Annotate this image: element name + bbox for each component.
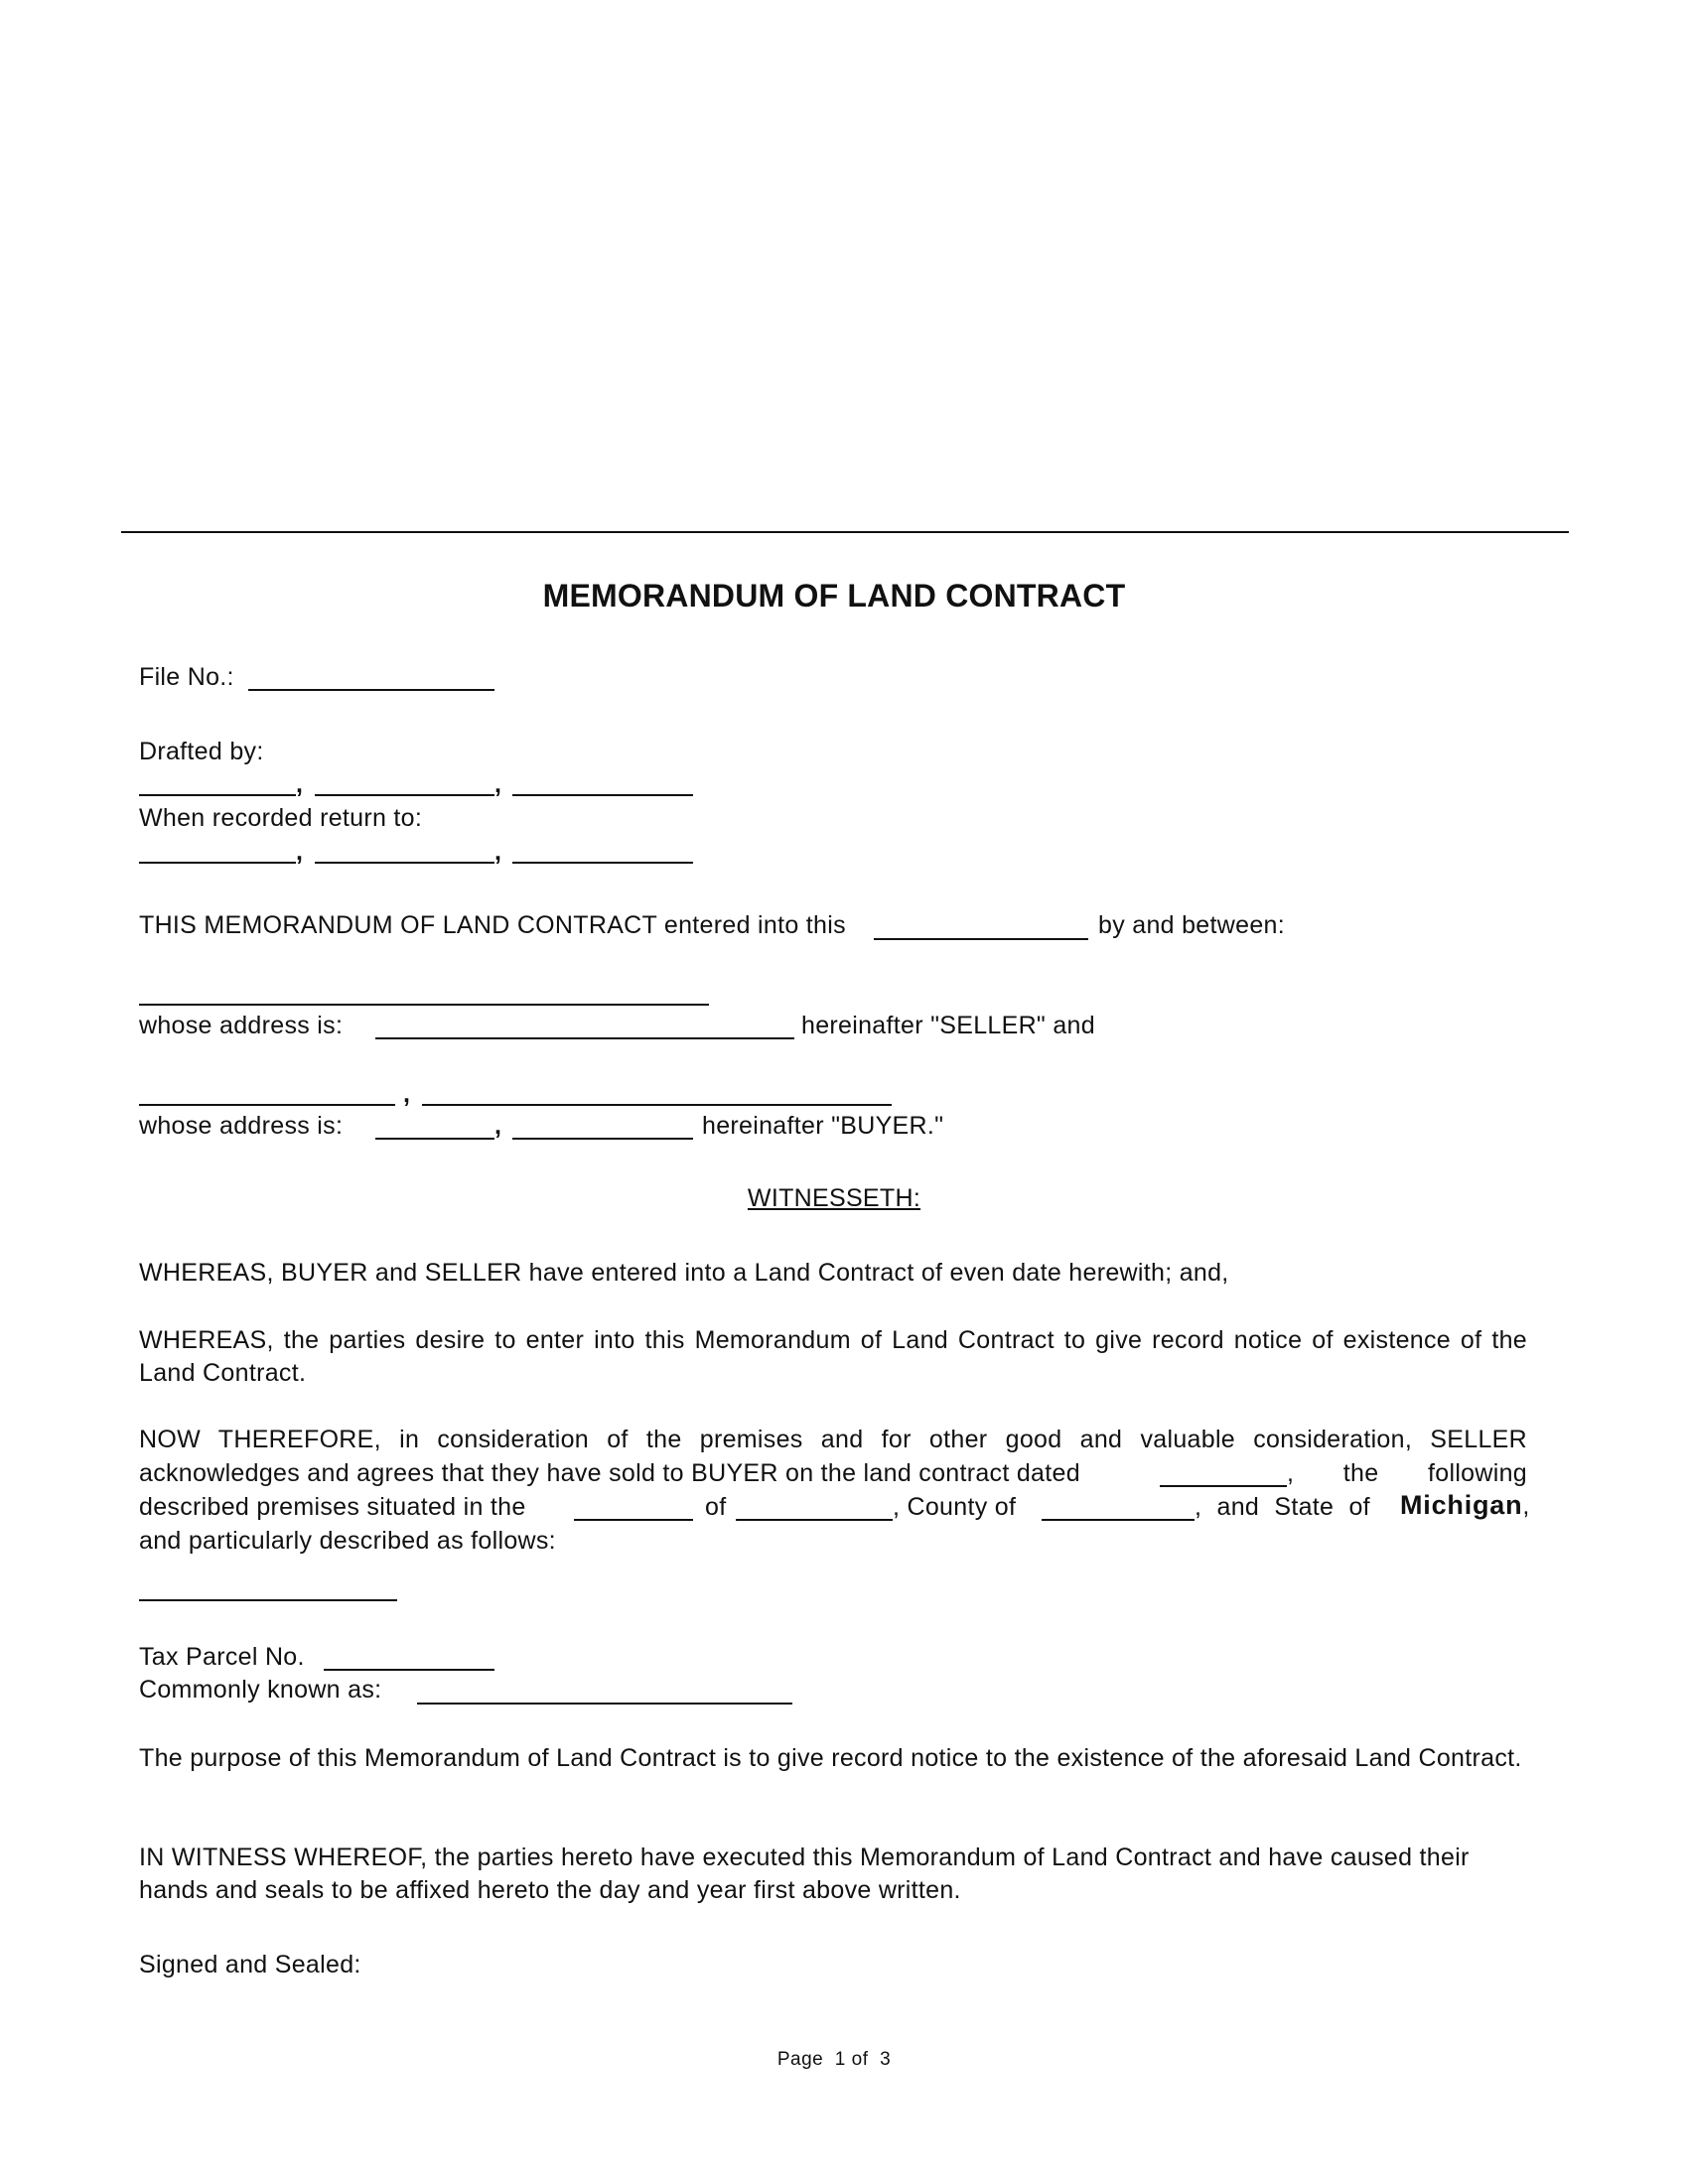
tax-parcel-field[interactable] xyxy=(324,1669,494,1671)
seller-address-field[interactable] xyxy=(375,1037,794,1039)
buyer-address-field[interactable] xyxy=(375,1138,494,1140)
drafted-by-name-field[interactable] xyxy=(139,794,296,796)
now-therefore-of: of xyxy=(705,1493,727,1521)
seller-name-field[interactable] xyxy=(139,1004,693,1006)
file-no-field[interactable] xyxy=(248,689,494,691)
return-to-address-field[interactable] xyxy=(315,862,494,864)
intro-before: THIS MEMORANDUM OF LAND CONTRACT entered into this xyxy=(139,911,846,939)
witnesseth-heading: WITNESSETH: xyxy=(747,1184,921,1212)
drafted-by-label: Drafted by: xyxy=(139,738,264,765)
now-therefore-county: , County of xyxy=(893,1493,1017,1521)
buyer-name-2-field[interactable] xyxy=(422,1104,892,1106)
purpose-paragraph: The purpose of this Memorandum of Land Contract is to give record notice to the existence of the aforesaid Land Contract. xyxy=(139,1744,1522,1772)
municipality-type-field[interactable] xyxy=(574,1519,693,1521)
buyer-address-label: whose address is: xyxy=(139,1112,344,1140)
now-therefore-line-1: NOW THEREFORE, in consideration of the premises and for other good and valuable consideration, SELLER xyxy=(139,1426,1527,1453)
footer-page-label: Page xyxy=(776,2049,824,2070)
top-rule xyxy=(121,531,1569,533)
seller-suffix: hereinafter "SELLER" and xyxy=(801,1012,1095,1039)
page-footer xyxy=(0,2049,1668,2071)
now-therefore-line-2b xyxy=(1287,1457,1527,1490)
legal-description-field[interactable] xyxy=(139,1599,397,1601)
now-therefore-line-2b-text: , the following xyxy=(1287,1459,1527,1487)
footer-page-number: 1 xyxy=(834,2049,846,2070)
buyer-name-field[interactable] xyxy=(139,1104,395,1106)
file-no-row xyxy=(139,661,234,694)
contract-date-field[interactable] xyxy=(874,938,1088,940)
seller-name-tail xyxy=(693,1004,709,1006)
drafted-by-comma-2: , xyxy=(494,770,502,798)
intro-after: by and between: xyxy=(1098,911,1285,939)
municipality-name-field[interactable] xyxy=(736,1519,893,1521)
whereas-clause-2: WHEREAS, the parties desire to enter into this Memorandum of Land Contract to give record notice of existence of the Land Contract. xyxy=(139,1326,1527,1387)
seller-address-label: whose address is: xyxy=(139,1012,344,1039)
now-therefore-state: , and State of xyxy=(1195,1493,1370,1521)
commonly-known-field[interactable] xyxy=(417,1703,792,1705)
buyer-comma-2: , xyxy=(494,1112,502,1140)
land-contract-date-field[interactable] xyxy=(1160,1485,1287,1487)
drafted-by-address-field[interactable] xyxy=(315,794,494,796)
state-name xyxy=(1400,1489,1530,1523)
drafted-by-city-field[interactable] xyxy=(512,794,693,796)
return-to-comma-2: , xyxy=(494,838,502,866)
tax-parcel-label: Tax Parcel No. xyxy=(139,1643,305,1671)
buyer-suffix: hereinafter "BUYER." xyxy=(702,1112,944,1140)
state-name-text: Michigan xyxy=(1400,1490,1523,1520)
footer-of-label: of xyxy=(851,2049,869,2070)
now-therefore-line-2a: acknowledges and agrees that they have sold to BUYER on the land contract dated xyxy=(139,1459,1080,1487)
page-title: MEMORANDUM OF LAND CONTRACT xyxy=(542,578,1126,614)
return-to-name-field[interactable] xyxy=(139,862,296,864)
buyer-city-field[interactable] xyxy=(512,1138,693,1140)
county-field[interactable] xyxy=(1042,1519,1195,1521)
file-no-label: File No.: xyxy=(139,663,234,691)
footer-page-total: 3 xyxy=(880,2049,892,2070)
whereas-clause-1: WHEREAS, BUYER and SELLER have entered into a Land Contract of even date herewith; and, xyxy=(139,1259,1229,1287)
signed-sealed-label: Signed and Sealed: xyxy=(139,1951,361,1979)
drafted-by-comma-1: , xyxy=(296,770,304,798)
state-comma: , xyxy=(1522,1492,1530,1520)
return-to-comma-1: , xyxy=(296,838,304,866)
return-to-city-field[interactable] xyxy=(512,862,693,864)
now-therefore-line-3a: described premises situated in the xyxy=(139,1493,526,1521)
when-recorded-label: When recorded return to: xyxy=(139,804,423,832)
commonly-known-label: Commonly known as: xyxy=(139,1676,382,1704)
witness-whereof-paragraph: IN WITNESS WHEREOF, the parties hereto have executed this Memorandum of Land Contract and have caused their hands and seals to be affixed hereto the day and year first above written. xyxy=(139,1843,1470,1904)
now-therefore-line-4: and particularly described as follows: xyxy=(139,1527,556,1555)
buyer-comma-1: , xyxy=(403,1080,411,1108)
